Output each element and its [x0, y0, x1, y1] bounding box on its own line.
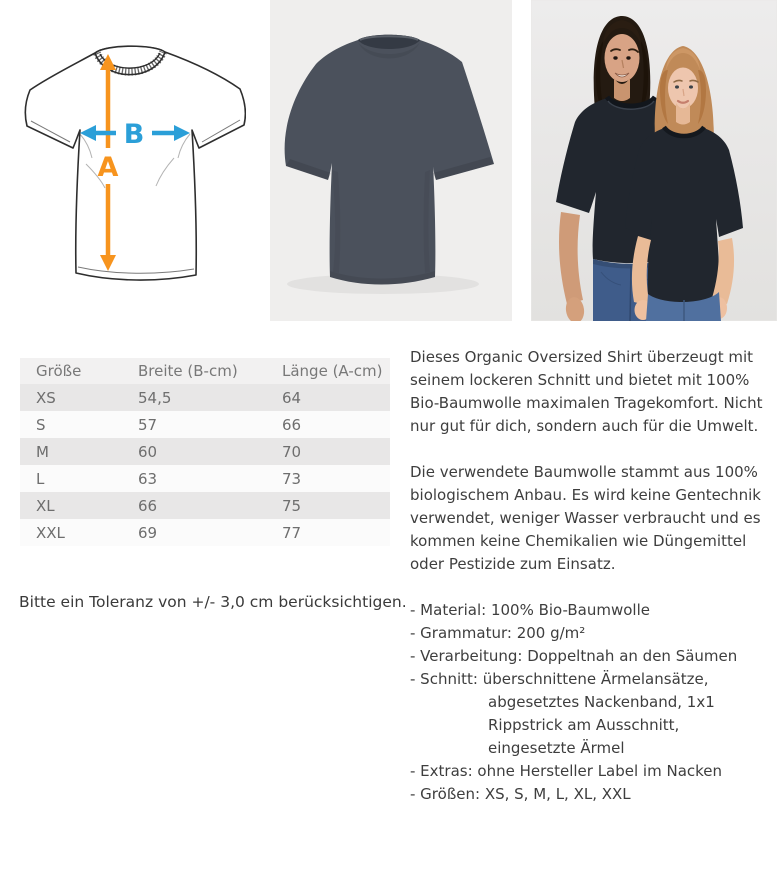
man-jeans-fly [630, 266, 631, 321]
size-table-header-row [20, 358, 390, 384]
size-table-header-cell: Größe [36, 362, 82, 380]
size-table-cell: 54,5 [138, 388, 172, 407]
size-table-row [20, 465, 390, 492]
spec-line: Rippstrick am Ausschnitt, [488, 716, 680, 734]
size-table-cell: XXL [36, 523, 65, 542]
size-table-header-cell: Länge (A-cm) [282, 362, 383, 380]
size-table-row [20, 384, 390, 411]
spec-line: - Grammatur: 200 g/m² [410, 624, 586, 642]
measurement-diagram [14, 14, 246, 306]
size-table-section [20, 358, 390, 546]
product-description [410, 346, 773, 806]
measurement-diagram-svg [14, 14, 246, 306]
size-table-cell: 60 [138, 442, 158, 461]
size-table-cell: XL [36, 496, 55, 515]
size-table-header-cell: Breite (B-cm) [138, 362, 238, 380]
size-table-row [20, 492, 390, 519]
size-table [20, 358, 390, 546]
product-flat-photo [270, 0, 512, 321]
woman-eye-left [675, 85, 679, 88]
size-table-body [20, 384, 390, 546]
size-table-row [20, 411, 390, 438]
size-table-cell: 57 [138, 415, 158, 434]
size-table-cell: S [36, 415, 46, 434]
spec-line: - Material: 100% Bio-Baumwolle [410, 601, 650, 619]
size-table-cell: L [36, 469, 45, 488]
size-table-cell: 73 [282, 469, 302, 488]
tolerance-note: Bitte ein Toleranz von +/- 3,0 cm berücksichtigen. [19, 592, 407, 611]
description-paragraphs [410, 346, 773, 576]
description-paragraph: Dieses Organic Oversized Shirt überzeugt mit seinem lockeren Schnitt und bietet mit 100% Bio-Baumwolle maximalen Tragekomfort. Nicht nur gut für dich, sondern auch für die Umwelt. [410, 348, 763, 435]
models-photo-svg [531, 0, 777, 321]
size-table-row [20, 438, 390, 465]
size-table-cell: 69 [138, 523, 158, 542]
size-table-cell: 64 [282, 388, 302, 407]
models-photo [531, 0, 777, 321]
size-table-cell: 70 [282, 442, 302, 461]
measure-label-b: B [123, 119, 145, 150]
measure-label-a: A [97, 152, 119, 183]
size-table-cell: XS [36, 388, 56, 407]
spec-line: eingesetzte Ärmel [488, 739, 625, 757]
woman-eye-right [689, 85, 693, 88]
spec-line: - Größen: XS, S, M, L, XL, XXL [410, 785, 631, 803]
man-eye-right [626, 56, 630, 59]
size-table-cell: 63 [138, 469, 158, 488]
spec-line: - Extras: ohne Hersteller Label im Nacken [410, 762, 723, 780]
description-paragraph: Die verwendete Baumwolle stammt aus 100% biologischem Anbau. Es wird keine Gentechnik verwendet, weniger Wasser verbraucht und es kommen keine Chemikalien wie Düngemittel oder Pestizide zum Einsatz. [410, 463, 761, 573]
size-table-cell: M [36, 442, 49, 461]
size-table-cell: 77 [282, 523, 302, 542]
size-table-cell: 66 [282, 415, 302, 434]
size-table-cell: 66 [138, 496, 158, 515]
size-table-row [20, 519, 390, 546]
man-eye-left [613, 56, 617, 59]
spec-line: - Schnitt: überschnittene Ärmelansätze, [410, 670, 709, 688]
spec-line: - Verarbeitung: Doppeltnah an den Säumen [410, 647, 738, 665]
tshirt-outline [25, 46, 245, 280]
spec-list [410, 599, 773, 806]
spec-line: abgesetztes Nackenband, 1x1 [488, 693, 715, 711]
size-table-cell: 75 [282, 496, 302, 515]
product-flat-photo-svg [270, 0, 512, 321]
